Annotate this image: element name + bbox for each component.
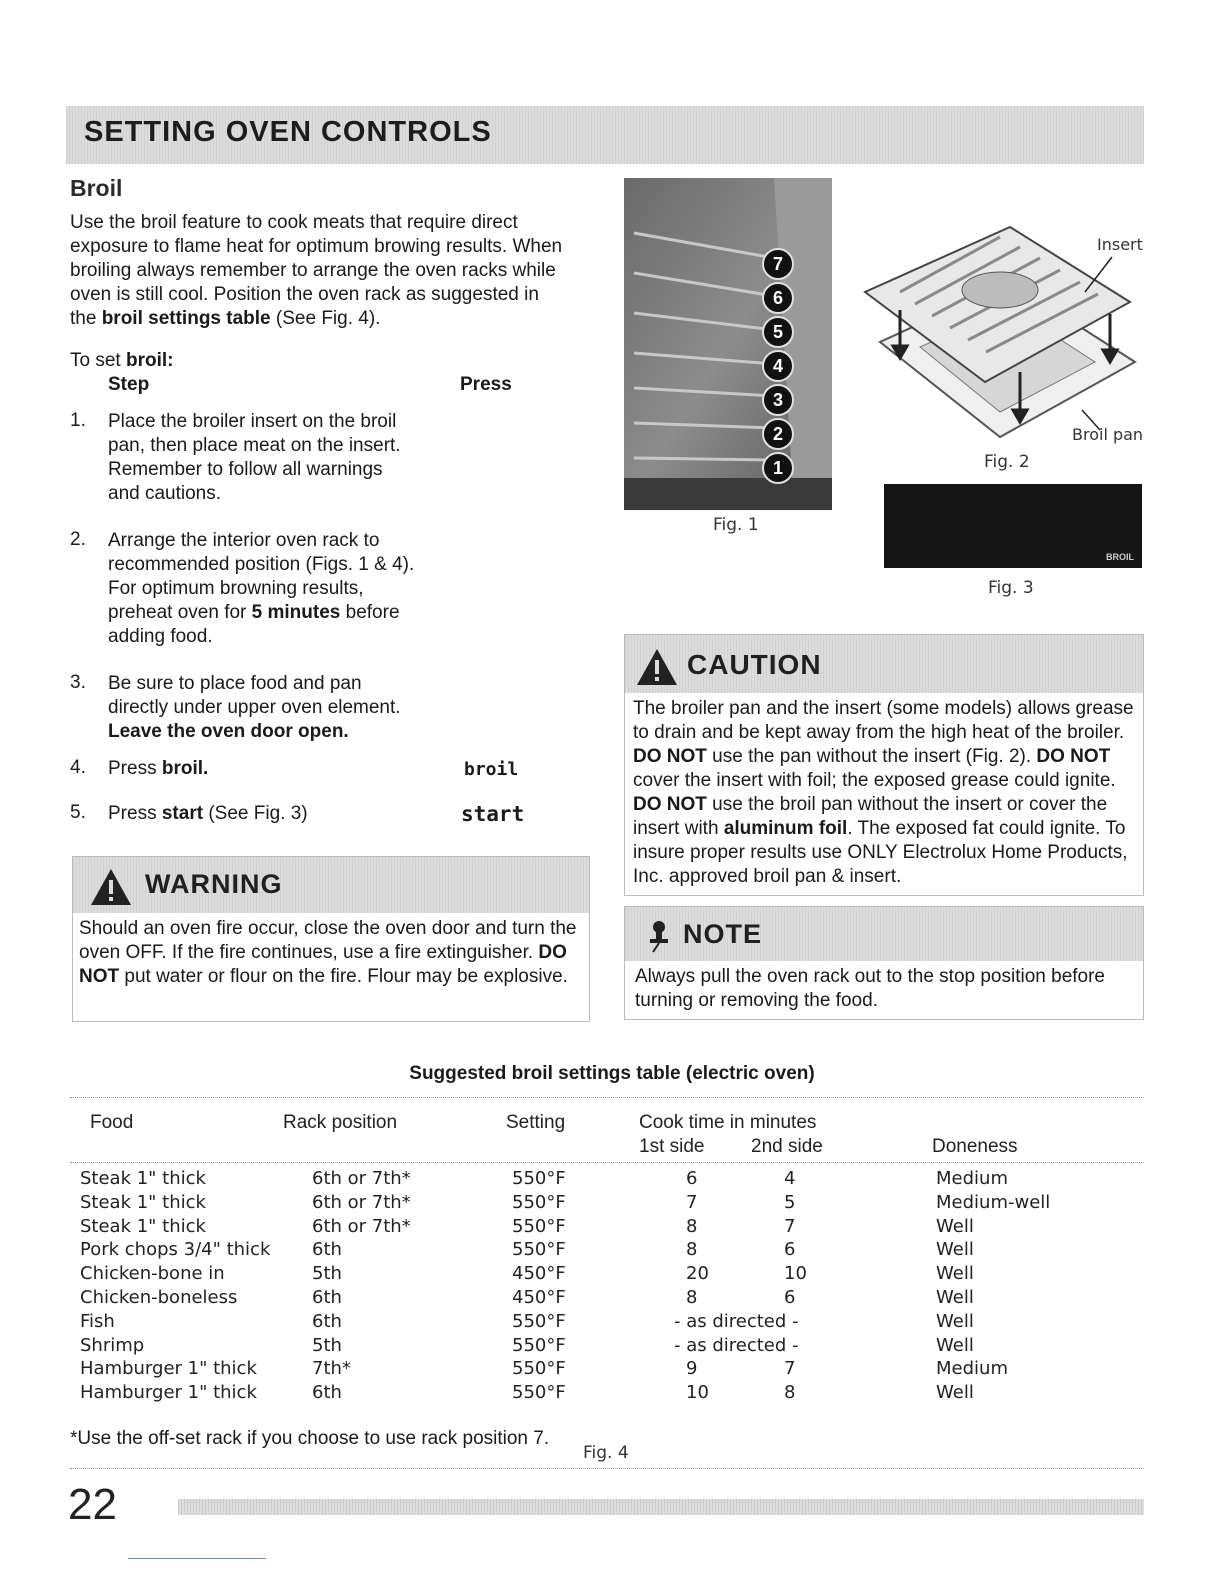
- cell-second-side: 5: [784, 1191, 796, 1213]
- cell-rack-position: 6th or 7th*: [312, 1168, 411, 1189]
- cell-first-side: 9: [686, 1358, 698, 1380]
- emphasis-text: DO NOT: [79, 942, 567, 987]
- caution-body: The broiler pan and the insert (some models) allows grease to drain and be kept away from the high heat of the broiler. DO NOT use the pan without the insert (Fig. 2). DO NOT cover the insert with foil; the exposed grease could ignite. DO NOT use the broil pan without the insert or cover the insert with aluminum foil. The exposed fat could ignite. To insure proper results use ONLY Electrolux Home Products, Inc. approved broil pan & insert.: [633, 698, 1134, 887]
- cell-first-side: 8: [686, 1287, 698, 1308]
- note-title: NOTE: [683, 919, 763, 949]
- fig3-caption: Fig. 3: [988, 578, 1034, 598]
- cell-second-side: 7: [784, 1358, 796, 1380]
- cell-setting: 550°F: [512, 1191, 566, 1213]
- emphasis-text: DO NOT: [633, 746, 707, 767]
- press-column-header: Press: [460, 374, 512, 395]
- cell-setting: 450°F: [512, 1287, 566, 1308]
- cell-food: Steak 1" thick: [80, 1168, 206, 1189]
- emphasis-text: aluminum foil: [723, 818, 848, 839]
- cell-food: Fish: [80, 1310, 115, 1332]
- header-second-side: 2nd side: [751, 1136, 823, 1157]
- cell-setting: 550°F: [512, 1382, 566, 1404]
- section-title: SETTING OVEN CONTROLS: [84, 116, 492, 148]
- broil-key-label: broil: [464, 759, 519, 780]
- broil-table-title: Suggested broil settings table (electric oven): [409, 1063, 815, 1084]
- oven-interior-illustration: [624, 178, 832, 510]
- emphasis-text: broil settings table: [101, 308, 271, 329]
- cell-doneness: Well: [936, 1263, 974, 1285]
- cell-second-side: 8: [784, 1382, 796, 1404]
- broil-display-panel: [884, 484, 1142, 568]
- cell-rack-position: 6th or 7th*: [312, 1191, 411, 1213]
- step-text: Be sure to place food and pan directly under upper oven element. Leave the oven door open.: [108, 673, 401, 742]
- cell-rack-position: 6th: [312, 1382, 342, 1404]
- header-first-side: 1st side: [639, 1136, 705, 1157]
- note-body: Always pull the oven rack out to the stop position before turning or removing the food.: [635, 966, 1105, 1011]
- step-text: Press broil.: [108, 758, 209, 779]
- cell-setting: 550°F: [512, 1334, 566, 1356]
- broil-heading: Broil: [70, 175, 123, 201]
- step-number: 2.: [70, 529, 86, 550]
- emphasis-text: broil:: [125, 350, 174, 371]
- cell-doneness: Well: [936, 1310, 974, 1332]
- rack-position-marker: 5: [762, 316, 794, 348]
- emphasis-text: broil.: [161, 758, 209, 779]
- broil-intro: Use the broil feature to cook meats that require direct exposure to flame heat for optimum browing results. When broiling always remember to arrange the oven racks while oven is still cool. Position the oven rack as suggested in the broil settings table (See Fig. 4).: [70, 212, 563, 329]
- cell-first-side: 6: [686, 1168, 698, 1189]
- table-top-rule: [70, 1097, 1144, 1098]
- step-number: 3.: [70, 672, 86, 693]
- rack-position-marker: 3: [762, 384, 794, 416]
- cell-second-side: 10: [784, 1263, 807, 1285]
- cell-rack-position: 5th: [312, 1263, 342, 1285]
- cell-first-side: 8: [686, 1215, 698, 1237]
- cell-setting: 550°F: [512, 1358, 566, 1380]
- emphasis-text: start: [161, 803, 204, 824]
- emphasis-text: 5 minutes: [251, 602, 341, 623]
- rack-position-marker: 6: [762, 282, 794, 314]
- cell-rack-position: 7th*: [312, 1358, 351, 1380]
- cell-setting: 550°F: [512, 1215, 566, 1237]
- table-header-rule: [70, 1162, 1144, 1163]
- cell-second-side: 6: [784, 1239, 796, 1261]
- cell-setting: 550°F: [512, 1310, 566, 1332]
- step-number: 5.: [70, 802, 86, 823]
- cell-doneness: Medium-well: [936, 1191, 1051, 1213]
- to-set-broil: To set broil:: [70, 350, 174, 371]
- cell-food: Hamburger 1" thick: [80, 1358, 257, 1380]
- header-setting: Setting: [506, 1112, 566, 1133]
- cell-doneness: Medium: [936, 1168, 1008, 1189]
- cell-food: Steak 1" thick: [80, 1191, 206, 1213]
- cell-first-side: 8: [686, 1239, 698, 1261]
- fig4-caption: Fig. 4: [583, 1443, 629, 1463]
- emphasis-text: DO NOT: [1036, 746, 1111, 767]
- cell-cook-time: - as directed -: [674, 1310, 799, 1332]
- header-rack-position: Rack position: [283, 1112, 398, 1133]
- step-number: 4.: [70, 757, 86, 778]
- cell-second-side: 4: [784, 1168, 796, 1189]
- warning-body: Should an oven fire occur, close the oven door and turn the oven OFF. If the fire continues, use a fire extinguisher. DO NOT put water or flour on the fire. Flour may be explosive.: [79, 918, 577, 987]
- rack-position-marker: 2: [762, 418, 794, 450]
- cell-rack-position: 6th: [312, 1310, 342, 1332]
- cell-setting: 550°F: [512, 1239, 566, 1261]
- broil-pan-illustration: [860, 222, 1150, 450]
- cell-cook-time: - as directed -: [674, 1334, 799, 1356]
- cell-food: Steak 1" thick: [80, 1215, 206, 1237]
- pushpin-icon: [645, 919, 671, 953]
- note-box: [624, 906, 1144, 1020]
- cell-food: Hamburger 1" thick: [80, 1382, 257, 1404]
- cell-setting: 550°F: [512, 1168, 566, 1189]
- caution-box: [624, 634, 1144, 896]
- table-bottom-rule: [70, 1468, 1144, 1469]
- cell-doneness: Well: [936, 1287, 974, 1308]
- start-key-label: start: [461, 802, 525, 826]
- warning-triangle-icon: [89, 867, 133, 907]
- cell-rack-position: 6th or 7th*: [312, 1215, 411, 1237]
- cell-food: Pork chops 3/4" thick: [80, 1239, 271, 1261]
- cell-food: Chicken-bone in: [80, 1263, 225, 1285]
- emphasis-text: DO NOT: [633, 794, 707, 815]
- footer-link-line: [128, 1558, 266, 1559]
- broil-pan-label: Broil pan: [1072, 425, 1144, 444]
- footer-bar: [178, 1499, 1144, 1515]
- display-broil-text: BROIL: [1106, 552, 1134, 562]
- cell-first-side: 7: [686, 1191, 698, 1213]
- warning-title: WARNING: [145, 869, 283, 899]
- fig1-caption: Fig. 1: [713, 515, 759, 535]
- cell-doneness: Well: [936, 1382, 974, 1404]
- step-text: Press start (See Fig. 3): [108, 803, 308, 824]
- oven-rack-photo: [624, 178, 832, 510]
- page-number: 22: [68, 1480, 117, 1529]
- cell-doneness: Well: [936, 1215, 974, 1237]
- header-food: Food: [90, 1112, 134, 1133]
- cell-second-side: 6: [784, 1287, 796, 1308]
- step-column-header: Step: [108, 374, 150, 395]
- cell-doneness: Well: [936, 1334, 974, 1356]
- header-doneness: Doneness: [932, 1136, 1018, 1157]
- cell-doneness: Medium: [936, 1358, 1008, 1380]
- step-number: 1.: [70, 410, 86, 431]
- warning-box: [72, 856, 590, 1022]
- cell-setting: 450°F: [512, 1263, 566, 1285]
- rack-position-marker: 1: [762, 452, 794, 484]
- caution-triangle-icon: [635, 647, 679, 687]
- cell-rack-position: 5th: [312, 1334, 342, 1356]
- cell-rack-position: 6th: [312, 1239, 342, 1261]
- cell-doneness: Well: [936, 1239, 974, 1261]
- cell-food: Shrimp: [80, 1334, 145, 1356]
- rack-position-marker: 7: [762, 248, 794, 280]
- cell-second-side: 7: [784, 1215, 796, 1237]
- rack-position-marker: 4: [762, 350, 794, 382]
- header-cook-time: Cook time in minutes: [639, 1112, 817, 1133]
- cell-first-side: 20: [686, 1263, 709, 1285]
- step-text: Arrange the interior oven rack to recommended position (Figs. 1 & 4). For optimum browning results, preheat oven for 5 minutes before adding food.: [108, 530, 415, 647]
- fig2-caption: Fig. 2: [984, 452, 1030, 472]
- caution-title: CAUTION: [687, 649, 822, 680]
- cell-first-side: 10: [686, 1382, 709, 1404]
- cell-rack-position: 6th: [312, 1287, 342, 1308]
- table-footnote: *Use the off-set rack if you choose to use rack position 7.: [70, 1428, 550, 1449]
- cell-food: Chicken-boneless: [80, 1287, 238, 1308]
- step-text: Place the broiler insert on the broil pan, then place meat on the insert. Remember to follow all warnings and cautions.: [108, 411, 401, 504]
- emphasis-text: Leave the oven door open.: [108, 721, 349, 742]
- insert-label: Insert: [1097, 235, 1143, 254]
